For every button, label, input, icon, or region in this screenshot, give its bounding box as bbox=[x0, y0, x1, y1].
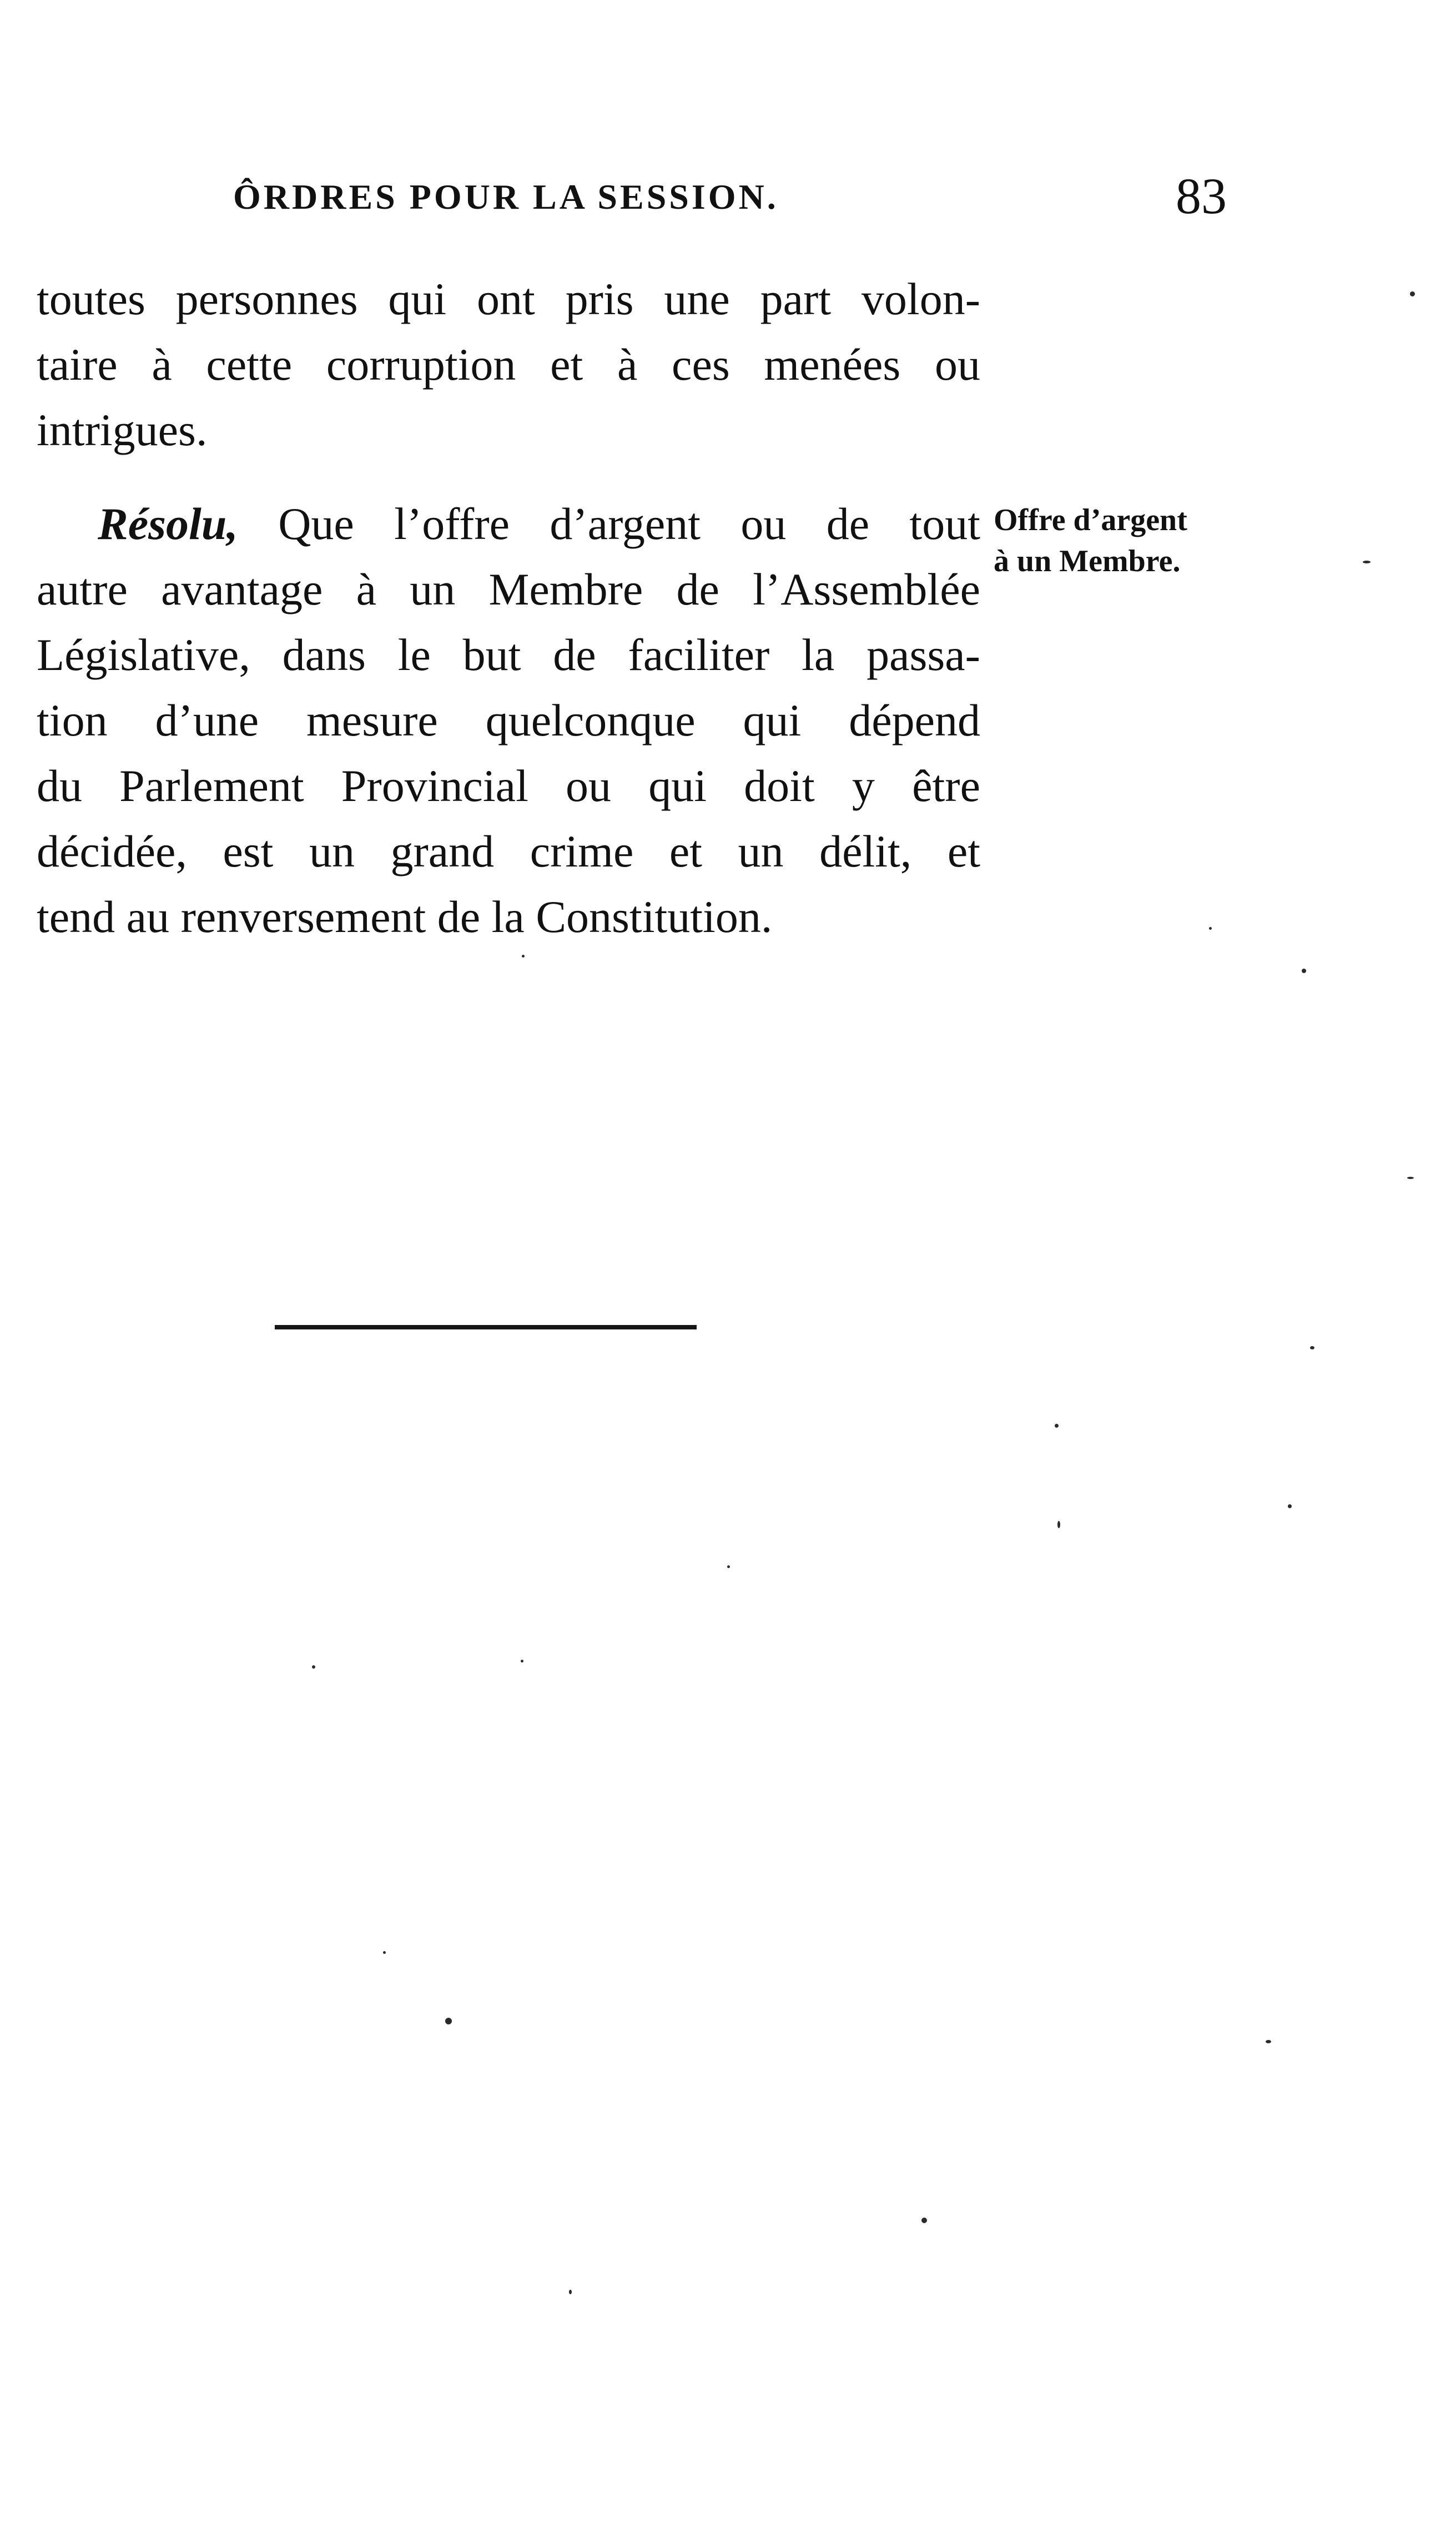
text-line: décidée, est un grand crime et un délit, et bbox=[37, 826, 980, 876]
text-line: autre avantage à un Membre de l’Assemblée bbox=[37, 564, 980, 614]
scan-speck bbox=[921, 2218, 927, 2223]
text-line: tend au renversement de la Constitution. bbox=[37, 891, 773, 942]
margin-note bbox=[994, 500, 1187, 582]
scan-speck bbox=[1310, 1346, 1314, 1349]
scan-speck bbox=[1407, 1177, 1414, 1179]
text-line: tion d’une mesure quelconque qui dépend bbox=[37, 695, 980, 745]
resolution-paragraph bbox=[37, 491, 980, 950]
text-line: taire à cette corruption et à ces menées ou bbox=[37, 339, 980, 390]
scan-speck bbox=[727, 1565, 730, 1568]
scan-speck bbox=[1363, 561, 1371, 563]
scan-speck bbox=[1266, 2040, 1271, 2043]
scan-speck bbox=[521, 1660, 523, 1662]
scan-speck bbox=[1055, 1424, 1059, 1428]
margin-note-line: Offre d’argent bbox=[994, 503, 1187, 537]
text-line bbox=[37, 491, 980, 557]
scan-speck bbox=[445, 2018, 452, 2024]
text-line: Législative, dans le but de faciliter la passa- bbox=[37, 629, 980, 680]
scan-speck bbox=[522, 955, 525, 958]
scan-speck bbox=[312, 1665, 315, 1669]
scan-speck bbox=[1057, 1521, 1060, 1528]
resolu-label: Résolu, bbox=[98, 498, 238, 549]
running-title: ÔRDRES POUR LA SESSION. bbox=[233, 177, 779, 216]
text-line: du Parlement Provincial ou qui doit y être bbox=[37, 760, 980, 811]
scan-speck bbox=[1209, 927, 1212, 930]
scan-speck bbox=[383, 1951, 386, 1954]
text-line: intrigues. bbox=[37, 405, 208, 455]
paragraph-continuation bbox=[37, 266, 980, 463]
text-line: toutes personnes qui ont pris une part volon- bbox=[37, 274, 980, 324]
scan-speck bbox=[1288, 1504, 1292, 1508]
page-number: 83 bbox=[1176, 168, 1227, 224]
scan-speck bbox=[1410, 291, 1415, 296]
scan-speck bbox=[569, 2290, 572, 2294]
section-end-rule bbox=[275, 1325, 697, 1329]
text-line-rest: Que l’offre d’argent ou de tout bbox=[238, 498, 980, 549]
scan-speck bbox=[1302, 969, 1306, 973]
margin-note-line: à un Membre. bbox=[994, 544, 1181, 578]
